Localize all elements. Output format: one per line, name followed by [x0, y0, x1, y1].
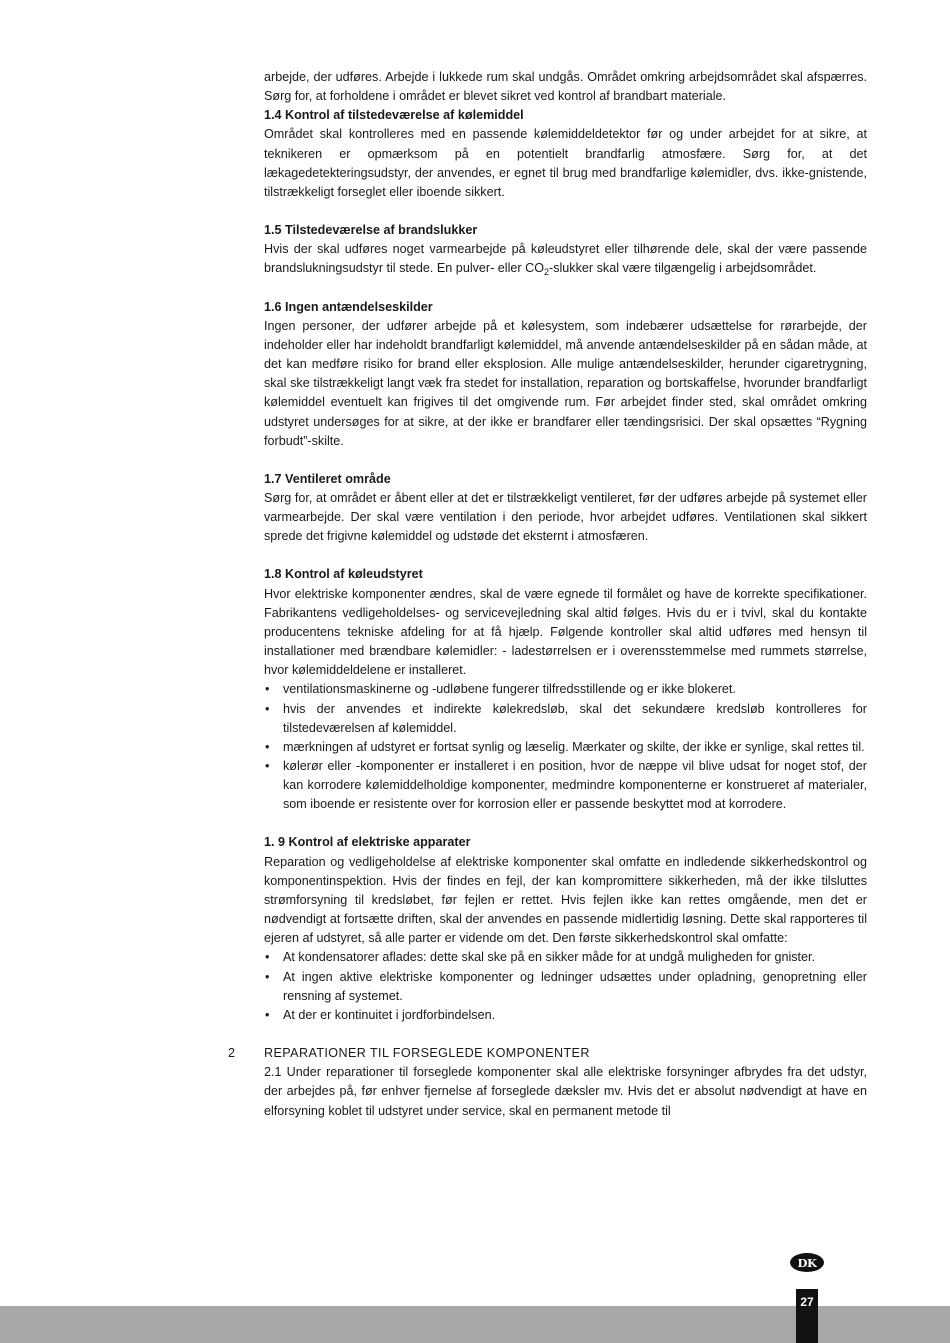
list-item: [264, 680, 867, 699]
list-item-text: At ingen aktive elektriske komponenter og ledninger udsættes under opladning, genopretning eller rensning af systemet.: [283, 969, 867, 1003]
subscript-two: 2: [544, 267, 550, 278]
list-item: [264, 1006, 867, 1025]
list-item-text: hvis der anvendes et indirekte kølekredsløb, skal det sekundære kredsløb kontrolleres for tilstedeværelsen af kølemiddel.: [283, 701, 867, 735]
list-item: [264, 738, 867, 757]
chapter-2: [228, 1044, 867, 1121]
bullet-icon: •: [265, 1007, 270, 1022]
section-1-8: [264, 565, 867, 814]
intro-paragraph: arbejde, der udføres. Arbejde i lukkede rum skal undgås. Området omkring arbejdsområdet skal afspærres. Sørg for, at forholdene i området er blevet sikret ved kontrol af brandbart materiale.: [264, 70, 867, 104]
section-1-9: [264, 833, 867, 1025]
bullet-icon: •: [265, 739, 270, 754]
bullet-icon: •: [265, 969, 270, 984]
section-1-6: [264, 298, 867, 451]
section-heading: 1.7 Ventileret område: [264, 471, 391, 486]
section-paragraph: [264, 240, 867, 278]
list-item-text: kølerør eller -komponenter er installeret i en position, hvor de næppe vil blive udsat for noget stof, der kan korrodere kølemiddelholdige komponenter, medmindre komponenterne er konstrueret af materialer, som iboende er resistente over for korrosion eller er passende beskyttet mod at korrodere.: [283, 759, 867, 812]
chapter-paragraph: 2.1 Under reparationer til forseglede komponenter skal alle elektriske forsyninger afbrydes fra det udstyr, der arbejdes på, før enhver fjernelse af forseglede dæksler mv. Hvis det er absolut nødvendigt at have en elforsyning koblet til udstyret under service, skal en permanent metode til: [264, 1065, 867, 1118]
section-1-7: [264, 470, 867, 547]
section-paragraph: Reparation og vedligeholdelse af elektriske komponenter skal omfatte en indledende sikkerhedskontrol og komponentinspektion. Hvis der findes en fejl, der kan kompromittere sikkerheden, må der ikke tilsluttes strømforsyning til kredsløbet, før fejlen er rettet. Hvis fejlen ikke kan rettes omgående, men det er nødvendigt at fortsætte driften, skal der anvendes en passende midlertidig løsning. Dette skal rapporteres til ejeren af udstyret, så alle parter er vidende om det. Den første sikkerhedskontrol skal omfatte:: [264, 854, 867, 946]
bullet-list: [264, 680, 867, 814]
list-item-text: mærkningen af udstyret er fortsat synlig og læselig. Mærkater og skilte, der ikke er synlige, skal rettes til.: [283, 739, 865, 754]
chapter-number: 2: [228, 1046, 236, 1061]
section-heading: 1.5 Tilstedeværelse af brandslukker: [264, 223, 478, 238]
list-item-text: At kondensatorer aflades: dette skal ske på en sikker måde for at undgå muligheden for gnister.: [283, 950, 816, 965]
chapter-title: REPARATIONER TIL FORSEGLEDE KOMPONENTER: [264, 1046, 590, 1061]
list-item: [264, 948, 867, 967]
paragraph-text: -slukker skal være tilgængelig i arbejdsområdet.: [549, 261, 817, 276]
bullet-icon: •: [265, 701, 270, 716]
section-paragraph: Sørg for, at området er åbent eller at det er tilstrækkeligt ventileret, før der udføres arbejde på systemet eller varmearbejde. Der skal være ventilation i den periode, hvor arbejdet udføres. Ventilationen skal sikkert sprede det frigivne kølemiddel og udstøde det eksternt i atmosfæren.: [264, 490, 867, 544]
paragraph-text: Hvis der skal udføres noget varmearbejde på køleudstyret eller tilhørende dele, skal der være passende brandslukningsudstyr til stede. En pulver- eller CO: [264, 242, 867, 276]
list-item-text: At der er kontinuitet i jordforbindelsen.: [283, 1007, 496, 1022]
section-heading: 1. 9 Kontrol af elektriske apparater: [264, 835, 471, 850]
list-item: [264, 700, 867, 738]
section-paragraph: Området skal kontrolleres med en passende kølemiddeldetektor før og under arbejdet for at sikre, at teknikeren er opmærksom på en potentielt brandfarlig atmosfære. Sørg for, at det lækagedetekteringsudstyr, der anvendes, er egnet til brug med brandfarlige kølemidler, dvs. ikke-gnistende, tilstrækkeligt forseglet eller iboende sikkert.: [264, 127, 867, 199]
section-paragraph: Hvor elektriske komponenter ændres, skal de være egnede til formålet og have de korrekte specifikationer. Fabrikantens vedligeholdelses- og servicevejledning skal altid følges. Hvis du er i tvivl, skal du kontakte producentens tekniske afdeling for at få hjælp. Følgende kontroller skal altid udføres med hensyn til installationer med brændbare kølemidler: - ladestørrelsen er i overensstemmelse med rummets størrelse, hvor kølemiddeldelene er installeret.: [264, 586, 867, 678]
section-heading: 1.6 Ingen antændelseskilder: [264, 299, 433, 314]
page-number: 27: [796, 1289, 818, 1343]
language-badge: DK: [790, 1253, 824, 1272]
bullet-icon: •: [265, 759, 270, 773]
section-heading: 1.4 Kontrol af tilstedeværelse af kølemiddel: [264, 108, 524, 123]
section-heading: 1.8 Kontrol af køleudstyret: [264, 567, 423, 582]
list-item-text: ventilationsmaskinerne og -udløbene fungerer tilfredsstillende og er ikke blokeret.: [283, 682, 736, 697]
bullet-icon: •: [265, 950, 270, 965]
list-item: [264, 968, 867, 1006]
document-body: [228, 68, 867, 1121]
bullet-list: [264, 948, 867, 1025]
section-1-5: [264, 221, 867, 278]
section-paragraph: Ingen personer, der udfører arbejde på et kølesystem, som indebærer udsættelse for rørarbejde, der indeholder eller har indeholdt brandfarligt kølemiddel, må anvende antændelseskilder på en sådan måde, at det kan medføre risiko for brand eller eksplosion. Alle mulige antændelseskilder, herunder cigaretrygning, skal ske tilstrækkeligt langt væk fra stedet for installation, reparation og bortskaffelse, hvorunder brandfarligt kølemiddel eventuelt kan frigives til det omgivende rum. Før arbejdet finder sted, skal området omkring udstyret undersøges for at sikre, at der ikke er brandfarer eller tændingsrisici. Der skal opsættes “Rygning forbudt”-skilte.: [264, 318, 867, 448]
list-item: [264, 757, 867, 814]
section-1-4: [264, 106, 867, 202]
bullet-icon: •: [265, 682, 270, 697]
